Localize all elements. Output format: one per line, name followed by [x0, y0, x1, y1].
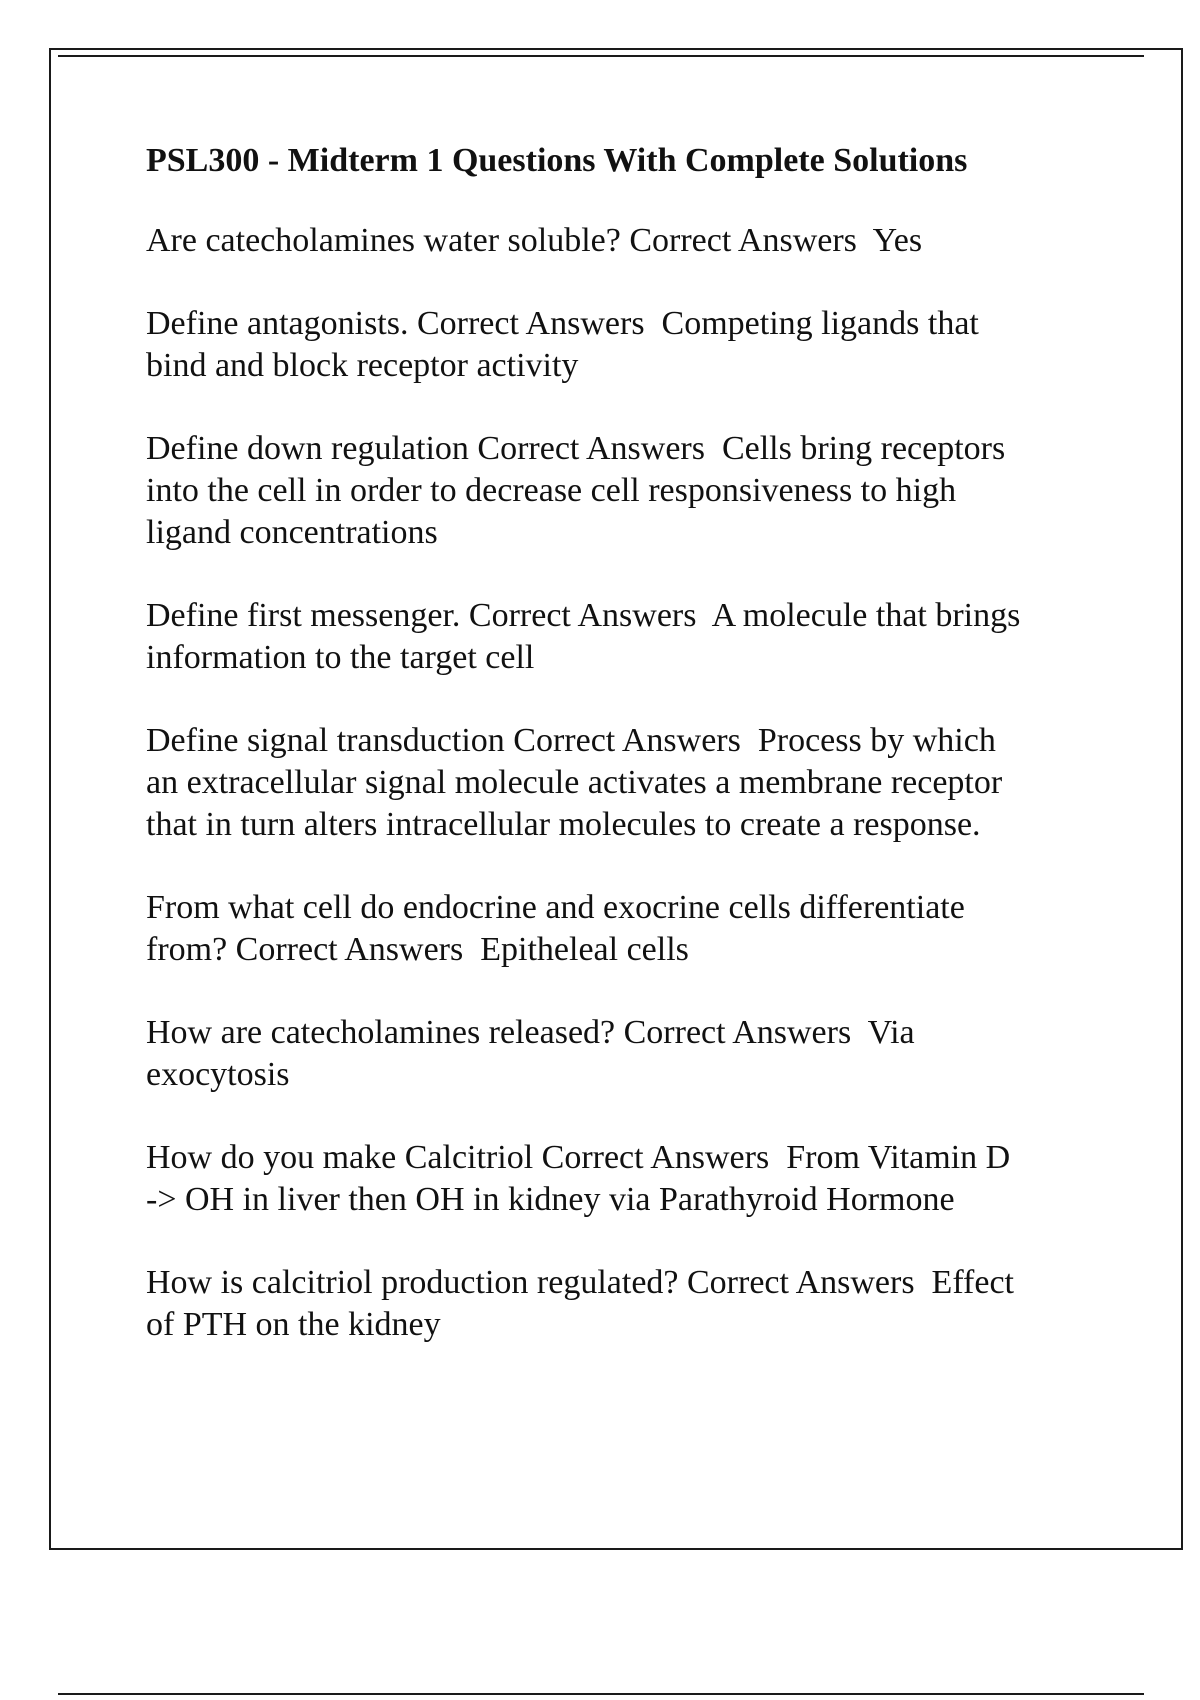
bottom-rule	[58, 1693, 1144, 1695]
qa-item: Define antagonists. Correct Answers Competing ligands that bind and block receptor activity	[146, 305, 979, 384]
document-title: PSL300 - Midterm 1 Questions With Complete Solutions	[146, 142, 968, 179]
qa-item: How do you make Calcitriol Correct Answers From Vitamin D -> OH in liver then OH in kidney via Parathyroid Hormone	[146, 1139, 1011, 1218]
qa-item: How is calcitriol production regulated? Correct Answers Effect of PTH on the kidney	[146, 1264, 1014, 1343]
qa-item: Are catecholamines water soluble? Correct Answers Yes	[146, 222, 923, 259]
qa-item: Define down regulation Correct Answers Cells bring receptors into the cell in order to decrease cell responsiveness to high ligand concentrations	[146, 430, 1006, 551]
qa-item: How are catecholamines released? Correct Answers Via exocytosis	[146, 1014, 915, 1093]
top-rule	[58, 55, 1144, 57]
document-body	[146, 140, 1106, 1387]
qa-item: Define signal transduction Correct Answers Process by which an extracellular signal molecule activates a membrane receptor that in turn alters intracellular molecules to create a response.	[146, 722, 1003, 843]
qa-item: From what cell do endocrine and exocrine cells differentiate from? Correct Answers Epitheleal cells	[146, 889, 965, 968]
qa-item: Define first messenger. Correct Answers A molecule that brings information to the target cell	[146, 597, 1021, 676]
